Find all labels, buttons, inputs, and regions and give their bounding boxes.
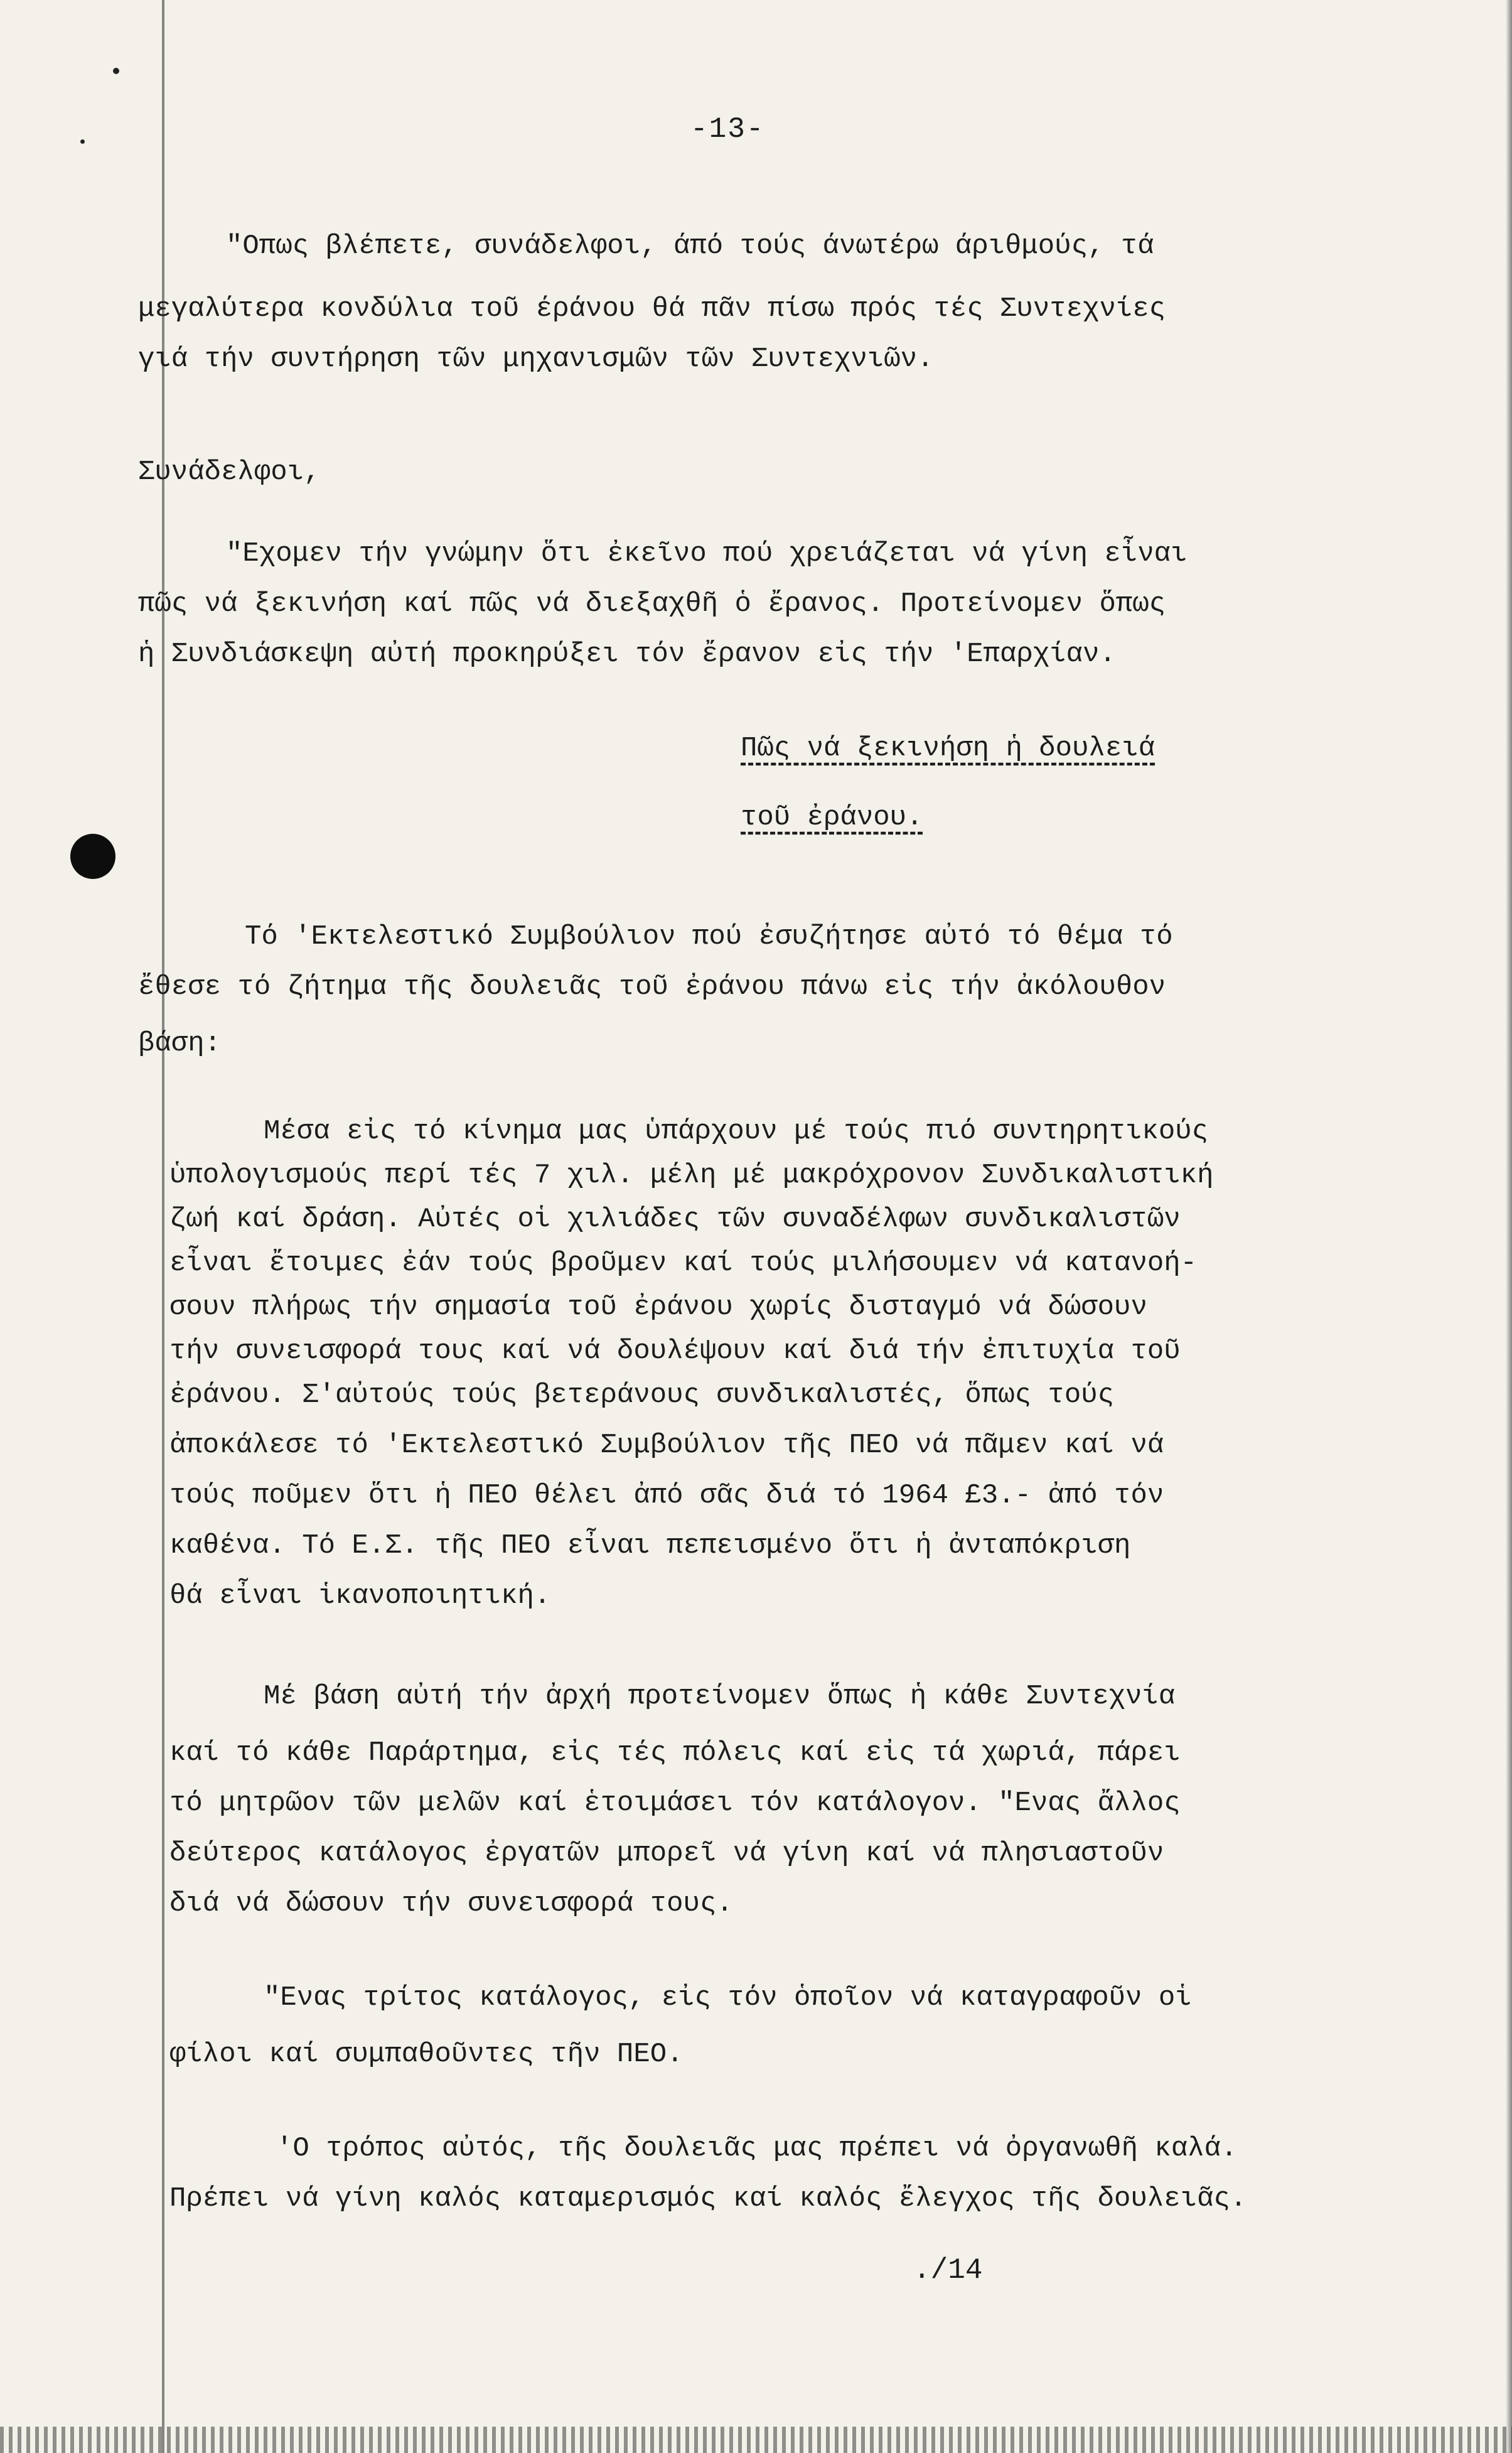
paragraph-6-line-2: ὑπολογισμούς περί τές 7 χιλ. μέλη μέ μακρόχρονον Συνδικαλιστική <box>169 1160 1214 1191</box>
page-number: -13- <box>690 113 765 146</box>
paragraph-6-line-1: Μέσα εἰς τό κίνημα μας ὑπάρχουν μέ τούς πιό συντηρητικούς <box>264 1116 1209 1147</box>
paragraph-7-line-4: δεύτερος κατάλογος ἐργατῶν μπορεῖ νά γίνη καί νά πλησιαστοῦν <box>169 1838 1164 1869</box>
paragraph-3-line-3: ἡ Συνδιάσκεψη αὐτή προκηρύξει τόν ἔρανον εἰς τήν 'Επαρχίαν. <box>138 639 1116 670</box>
scan-edge-bottom <box>0 2427 1512 2453</box>
paragraph-9-line-1: 'Ο τρόπος αὐτός, τῆς δουλειᾶς μας πρέπει νά ὀργανωθῆ καλά. <box>276 2133 1238 2164</box>
paragraph-6-line-8: ἀποκάλεσε τό 'Εκτελεστικό Συμβούλιον τῆς ΠΕΟ νά πᾶμεν καί νά <box>169 1430 1164 1461</box>
paragraph-6-line-6: τήν συνεισφορά τους καί νά δουλέψουν καί διά τήν ἐπιτυχία τοῦ <box>169 1335 1181 1367</box>
paragraph-3-line-1: "Εχομεν τήν γνώμην ὅτι ἐκεῖνο πού χρειάζεται νά γίνη εἶναι <box>226 538 1188 569</box>
paragraph-6-line-10: καθένα. Τό Ε.Σ. τῆς ΠΕΟ εἶναι πεπεισμένο ὅτι ἡ ἀνταπόκριση <box>169 1530 1131 1561</box>
salutation: Συνάδελφοι, <box>138 456 321 488</box>
paragraph-6-line-11: θά εἶναι ἱκανοποιητική. <box>169 1580 551 1612</box>
paragraph-1-line-1: "Οπως βλέπετε, συνάδελφοι, άπό τούς άνωτέρω άριθμούς, τά <box>226 230 1154 262</box>
section-heading-line-1: Πῶς νά ξεκινήση ἡ δουλειά <box>741 733 1155 764</box>
paragraph-6-line-9: τούς ποῦμεν ὅτι ἡ ΠΕΟ θέλει ἀπό σᾶς διά τό 1964 £3.- ἀπό τόν <box>169 1480 1164 1511</box>
paragraph-7-line-1: Μέ βάση αὐτή τήν ἀρχή προτείνομεν ὅπως ἡ κάθε Συντεχνία <box>264 1681 1176 1712</box>
paragraph-5-line-3: βάση: <box>138 1028 222 1059</box>
scan-speck <box>80 139 85 144</box>
paragraph-1-line-3: γιά τήν συντήρηση τῶν μηχανισμῶν τῶν Συντεχνιῶν. <box>138 343 934 375</box>
paragraph-6-line-4: εἶναι ἔτοιμες ἐάν τούς βροῦμεν καί τούς μιλήσουμεν νά κατανοή- <box>169 1248 1198 1279</box>
paragraph-6-line-7: ἐράνου. Σ'αὐτούς τούς βετεράνους συνδικαλιστές, ὅπως τούς <box>169 1379 1115 1411</box>
paragraph-8-line-1: "Ενας τρίτος κατάλογος, εἰς τόν ὁποῖον νά καταγραφοῦν οἱ <box>264 1982 1192 2014</box>
paragraph-9-line-2: Πρέπει νά γίνη καλός καταμερισμός καί καλός ἔλεγχος τῆς δουλειᾶς. <box>169 2183 1247 2214</box>
section-heading-line-2: τοῦ ἐράνου. <box>741 802 923 833</box>
paragraph-3-line-2: πῶς νά ξεκινήση καί πῶς νά διεξαχθῆ ὁ ἔρανος. Προτείνομεν ὅπως <box>138 588 1166 620</box>
paragraph-8-line-2: φίλοι καί συμπαθοῦντες τῆν ΠΕΟ. <box>169 2039 684 2070</box>
paragraph-6-line-3: ζωή καί δράση. Αὐτές οἱ χιλιάδες τῶν συναδέλφων συνδικαλιστῶν <box>169 1204 1181 1235</box>
paragraph-5-line-1: Τό 'Εκτελεστικό Συμβούλιον πού ἐσυζήτησε αὐτό τό θέμα τό <box>245 921 1173 952</box>
paragraph-6-line-5: σουν πλήρως τήν σημασία τοῦ ἐράνου χωρίς δισταγμό νά δώσουν <box>169 1291 1147 1323</box>
paragraph-7-line-2: καί τό κάθε Παράρτημα, εἰς τές πόλεις καί εἰς τά χωριά, πάρει <box>169 1737 1181 1769</box>
paragraph-1-line-2: μεγαλύτερα κονδύλια τοῦ έράνου θά πᾶν πίσω πρός τές Συντεχνίες <box>138 293 1166 325</box>
scan-edge-right <box>1506 0 1512 2453</box>
paragraph-7-line-5: διά νά δώσουν τήν συνεισφορά τους. <box>169 1888 733 1919</box>
continuation-mark: ./14 <box>913 2254 983 2287</box>
scan-speck <box>113 68 119 74</box>
punch-hole <box>70 834 115 879</box>
paragraph-5-line-2: ἔθεσε τό ζήτημα τῆς δουλειᾶς τοῦ ἐράνου πάνω εἰς τήν ἀκόλουθον <box>138 971 1166 1003</box>
paragraph-7-line-3: τό μητρῶον τῶν μελῶν καί ἑτοιμάσει τόν κατάλογον. "Ενας ἄλλος <box>169 1787 1181 1819</box>
